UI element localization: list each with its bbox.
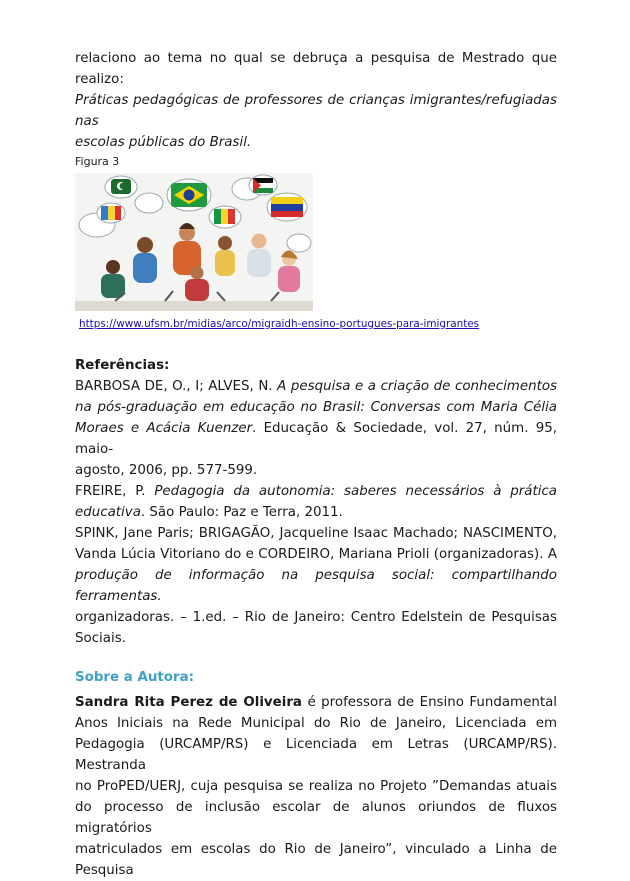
- reference-spink-line-4: organizadoras. – 1.ed. – Rio de Janeiro: Centro Edelstein de Pesquisas: [75, 610, 557, 625]
- reference-barbosa-line-1: [75, 376, 557, 397]
- figure-source-link[interactable]: https://www.ufsm.br/midias/arco/migraidh-ensino-portugues-para-imigrantes: [79, 318, 480, 330]
- author-heading: Sobre a Autora:: [75, 670, 194, 685]
- reference-spink-line-5: Sociais.: [75, 631, 126, 646]
- reference-spink-line-3: produção de informação na pesquisa social: compartilhando ferramentas.: [75, 568, 557, 604]
- reference-title: A pesquisa e a criação de conhecimentos: [277, 379, 557, 394]
- reference-freire-line-2: [75, 502, 557, 523]
- reference-authors: BARBOSA DE, O., I; ALVES, N.: [75, 379, 278, 394]
- figure-illustration: [75, 173, 313, 311]
- reference-title: Moraes e Acácia Kuenzer: [75, 421, 253, 436]
- references-heading: Referências:: [75, 358, 170, 373]
- reference-barbosa-line-4: agosto, 2006, pp. 577-599.: [75, 463, 258, 478]
- author-bio-line-3: Pedagogia (URCAMP/RS) e Licenciada em Letras (URCAMP/RS). Mestranda: [75, 737, 557, 773]
- author-bio-line-6: matriculados em escolas do Rio de Janeiro”, vinculado a Linha de Pesquisa: [75, 842, 557, 878]
- reference-spink-line-1: SPINK, Jane Paris; BRIGAGÃO, Jacqueline Isaac Machado; NASCIMENTO,: [75, 526, 557, 541]
- author-bio-line-1: [75, 692, 557, 713]
- reference-title: Pedagogia da autonomia: saberes necessários à prática: [154, 484, 557, 499]
- reference-details: . Educação & Sociedade, vol. 27, núm. 95, maio-: [75, 421, 557, 457]
- reference-barbosa-line-2: na pós-graduação em educação no Brasil: Conversas com Maria Célia: [75, 400, 557, 415]
- author-bio-line-5: do processo de inclusão escolar de alunos oriundos de fluxos migratórios: [75, 800, 557, 836]
- reference-title: educativa: [75, 505, 141, 520]
- author-bio-text: é professora de Ensino Fundamental: [301, 695, 558, 710]
- reference-freire-line-1: [75, 481, 557, 502]
- reference-authors: FREIRE, P.: [75, 484, 155, 499]
- document-page: [75, 48, 557, 881]
- reference-barbosa-line-3: [75, 418, 557, 460]
- author-bio-line-4: no ProPED/UERJ, cuja pesquisa se realiza no Projeto ”Demandas atuais: [75, 779, 557, 794]
- reference-details: . São Paulo: Paz e Terra, 2011.: [140, 505, 343, 520]
- author-name: Sandra Rita Perez de Oliveira: [75, 695, 302, 710]
- figure-caption: Figura 3: [75, 155, 120, 168]
- author-bio-line-2: Anos Iniciais na Rede Municipal do Rio de Janeiro, Licenciada em: [75, 716, 557, 731]
- research-title-line-2: escolas públicas do Brasil.: [75, 135, 252, 150]
- reference-spink-line-2: Vanda Lúcia Vitoriano do e CORDEIRO, Mariana Prioli (organizadoras). A: [75, 547, 557, 562]
- research-title-line-1: Práticas pedagógicas de professores de crianças imigrantes/refugiadas nas: [75, 93, 557, 129]
- intro-line: relaciono ao tema no qual se debruça a pesquisa de Mestrado que realizo:: [75, 51, 557, 87]
